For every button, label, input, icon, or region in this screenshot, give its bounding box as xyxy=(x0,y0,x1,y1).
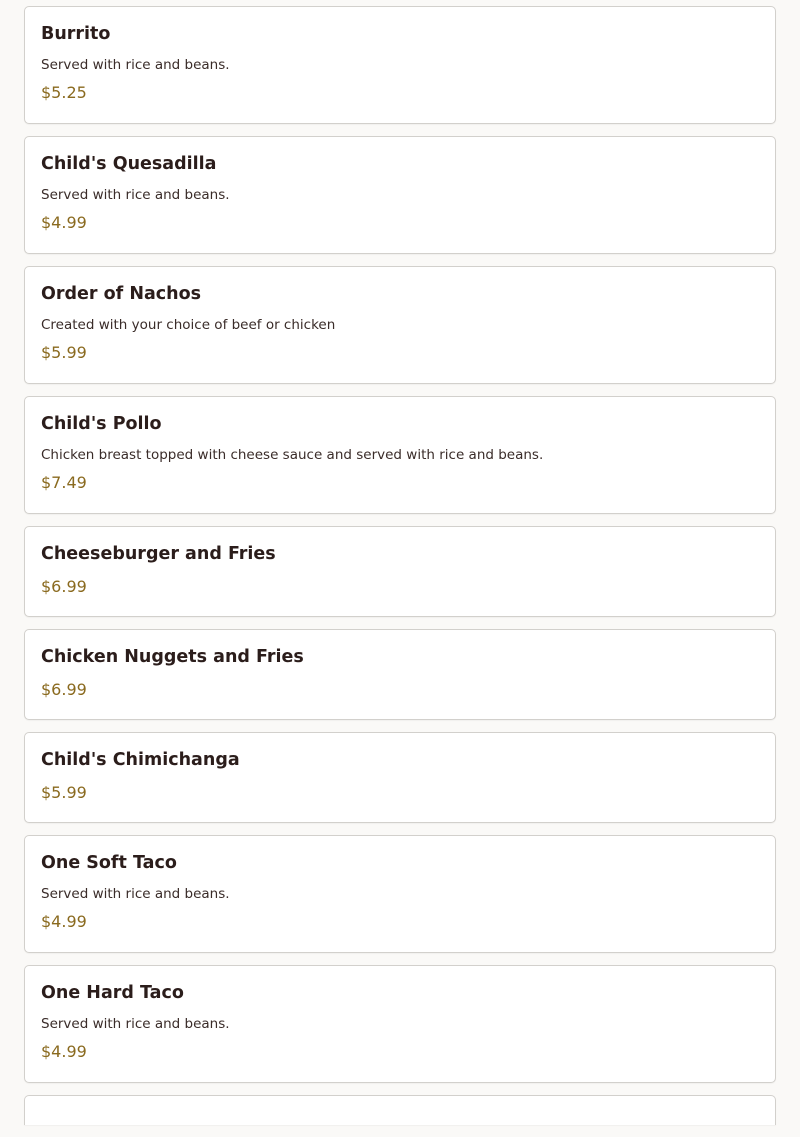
menu-item-card[interactable] xyxy=(24,396,776,514)
menu-item-price: $6.99 xyxy=(41,680,87,699)
menu-item-card[interactable] xyxy=(24,526,776,617)
menu-item-name: Order of Nachos xyxy=(41,284,202,304)
menu-item-card[interactable] xyxy=(24,629,776,720)
menu-item-card[interactable] xyxy=(24,136,776,254)
menu-item-description: Served with rice and beans. xyxy=(41,1016,230,1032)
menu-item-price: $7.49 xyxy=(41,473,87,492)
menu-item-price: $4.99 xyxy=(41,912,87,931)
menu-item-name: Child's Pollo xyxy=(41,414,162,434)
menu-item-description: Served with rice and beans. xyxy=(41,187,230,203)
menu-item-price: $5.99 xyxy=(41,343,87,362)
menu-item-description: Chicken breast topped with cheese sauce and served with rice and beans. xyxy=(41,447,544,463)
menu-item-name: Child's Chimichanga xyxy=(41,750,240,770)
menu-item-name: Cheeseburger and Fries xyxy=(41,544,276,564)
menu-item-card[interactable] xyxy=(24,266,776,384)
menu-item-price: $6.99 xyxy=(41,577,87,596)
menu-item-name: Burrito xyxy=(41,24,111,44)
menu-item-description: Served with rice and beans. xyxy=(41,57,230,73)
menu-item-card[interactable] xyxy=(24,732,776,823)
menu-item-card[interactable] xyxy=(24,6,776,124)
menu-item-price: $4.99 xyxy=(41,213,87,232)
menu-item-description: Served with rice and beans. xyxy=(41,886,230,902)
menu-item-price: $4.99 xyxy=(41,1042,87,1061)
menu-item-name: Chicken Nuggets and Fries xyxy=(41,647,304,667)
menu-item-description: Created with your choice of beef or chicken xyxy=(41,317,336,333)
menu-item-name: One Soft Taco xyxy=(41,853,177,873)
menu-item-card[interactable] xyxy=(24,835,776,953)
menu-item-card[interactable] xyxy=(24,965,776,1083)
menu-item-list xyxy=(24,6,776,1137)
menu-item-card-partial[interactable] xyxy=(24,1095,776,1125)
menu-item-name: One Hard Taco xyxy=(41,983,184,1003)
menu-item-price: $5.99 xyxy=(41,783,87,802)
menu-item-name: Child's Quesadilla xyxy=(41,154,217,174)
menu-item-price: $5.25 xyxy=(41,83,87,102)
